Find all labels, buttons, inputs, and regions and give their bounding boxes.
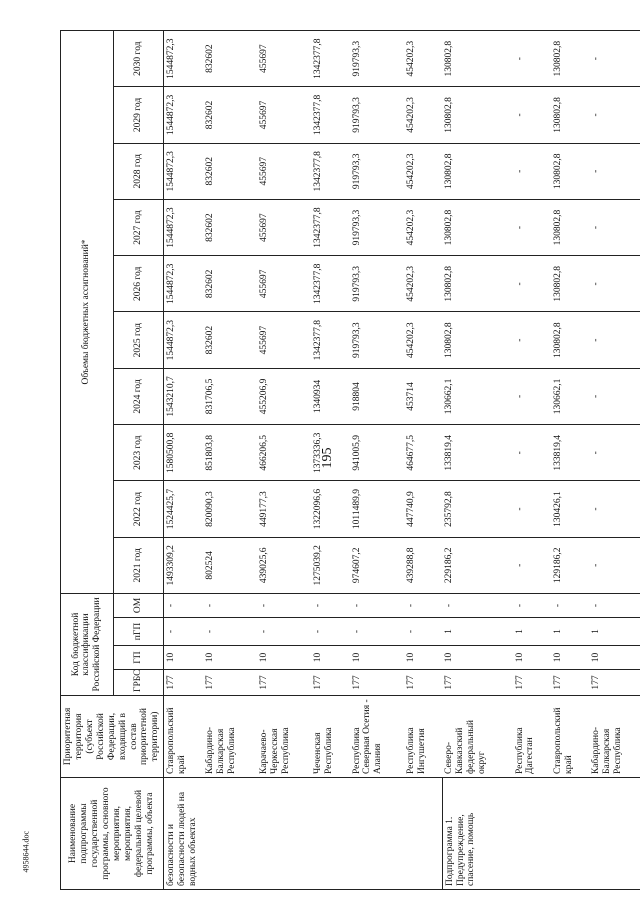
- amount-cell-2028: 130802,8: [551, 143, 589, 199]
- territory-cell: Ставропольский край: [164, 696, 203, 778]
- amount-cell-2024: -: [513, 368, 551, 424]
- amount-cell-2030: 455697: [257, 31, 311, 87]
- amount-cell-2030: -: [513, 31, 551, 87]
- amount-cell-2027: 1544872,3: [164, 199, 203, 255]
- amount-cell-2021: 1493309,2: [164, 537, 203, 593]
- amount-cell-2024: 130662,1: [442, 368, 512, 424]
- grbs-code-cell: 177: [203, 670, 257, 696]
- amount-cell-2024: 831706,5: [203, 368, 257, 424]
- amount-cell-2030: 130802,8: [551, 31, 589, 87]
- territory-cell: Северо-Кавказский федеральный округ: [442, 696, 512, 778]
- amount-cell-2027: -: [589, 199, 640, 255]
- header-year-2027: 2027 год: [113, 199, 163, 255]
- territory-cell: Карачаево-Черкесская Республика: [257, 696, 311, 778]
- amount-cell-2026: 454202,3: [404, 256, 442, 312]
- amount-cell-2029: 130802,8: [551, 87, 589, 143]
- amount-cell-2027: -: [513, 199, 551, 255]
- amount-cell-2021: -: [589, 537, 640, 593]
- amount-cell-2022: 447740,9: [404, 481, 442, 537]
- amount-cell-2030: 1544872,3: [164, 31, 203, 87]
- amount-cell-2025: 1544872,3: [164, 312, 203, 368]
- amount-cell-2021: 802524: [203, 537, 257, 593]
- header-year-2029: 2029 год: [113, 87, 163, 143]
- amount-cell-2026: 1342377,8: [311, 256, 349, 312]
- amount-cell-2023: 466206,5: [257, 425, 311, 481]
- header-year-2028: 2028 год: [113, 143, 163, 199]
- amount-cell-2025: 454202,3: [404, 312, 442, 368]
- pgp-code-cell: 1: [589, 618, 640, 646]
- header-name: Наименование подпрограммы государственной программы, основного мероприятия, мероприятия, федеральной целевой программы, объекта: [61, 778, 164, 890]
- header-om: ОМ: [113, 593, 163, 617]
- amount-cell-2021: -: [513, 537, 551, 593]
- amount-cell-2030: 454202,3: [404, 31, 442, 87]
- gp-code-cell: 10: [203, 646, 257, 670]
- grbs-code-cell: 177: [164, 670, 203, 696]
- om-code-cell: -: [551, 593, 589, 617]
- amount-cell-2027: 1342377,8: [311, 199, 349, 255]
- gp-code-cell: 10: [513, 646, 551, 670]
- gp-code-cell: 10: [257, 646, 311, 670]
- om-code-cell: -: [203, 593, 257, 617]
- om-code-cell: -: [164, 593, 203, 617]
- amount-cell-2022: 1524425,7: [164, 481, 203, 537]
- amount-cell-2025: -: [513, 312, 551, 368]
- amount-cell-2029: 1342377,8: [311, 87, 349, 143]
- header-year-2026: 2026 год: [113, 256, 163, 312]
- amount-cell-2028: 455697: [257, 143, 311, 199]
- amount-cell-2028: -: [589, 143, 640, 199]
- grbs-code-cell: 177: [589, 670, 640, 696]
- amount-cell-2026: 455697: [257, 256, 311, 312]
- table-row: [513, 31, 551, 890]
- amount-cell-2028: 130802,8: [442, 143, 512, 199]
- amount-cell-2029: 455697: [257, 87, 311, 143]
- amount-cell-2021: 439025,6: [257, 537, 311, 593]
- amount-cell-2024: 918804: [350, 368, 404, 424]
- amount-cell-2025: -: [589, 312, 640, 368]
- amount-cell-2021: 974607,2: [350, 537, 404, 593]
- territory-cell: Республика Дагестан: [513, 696, 551, 778]
- header-year-2021: 2021 год: [113, 537, 163, 593]
- program-name-cell: Подпрограмма 1. Предупреждение, спасение, помощь: [442, 778, 640, 890]
- amount-cell-2023: -: [513, 425, 551, 481]
- pgp-code-cell: -: [203, 618, 257, 646]
- header-year-2023: 2023 год: [113, 425, 163, 481]
- table-row: [350, 31, 404, 890]
- grbs-code-cell: 177: [311, 670, 349, 696]
- amount-cell-2021: 1275039,2: [311, 537, 349, 593]
- amount-cell-2024: -: [589, 368, 640, 424]
- gp-code-cell: 10: [164, 646, 203, 670]
- pgp-code-cell: -: [164, 618, 203, 646]
- amount-cell-2030: 832602: [203, 31, 257, 87]
- amount-cell-2021: 229186,2: [442, 537, 512, 593]
- pgp-code-cell: -: [404, 618, 442, 646]
- pgp-code-cell: 1: [551, 618, 589, 646]
- pgp-code-cell: 1: [513, 618, 551, 646]
- amount-cell-2025: 130802,8: [442, 312, 512, 368]
- amount-cell-2028: 919793,3: [350, 143, 404, 199]
- territory-cell: Ставропольский край: [551, 696, 589, 778]
- table-row: [404, 31, 442, 890]
- amount-cell-2028: 1544872,3: [164, 143, 203, 199]
- amount-cell-2023: -: [589, 425, 640, 481]
- amount-cell-2022: 820090,3: [203, 481, 257, 537]
- page-number: 195: [320, 447, 335, 469]
- pgp-code-cell: -: [257, 618, 311, 646]
- table-row: [164, 31, 203, 890]
- amount-cell-2027: 454202,3: [404, 199, 442, 255]
- territory-cell: Республика Ингушетия: [404, 696, 442, 778]
- header-budget-code: Код бюджетной классификации Российской Федерации: [61, 593, 114, 695]
- pgp-code-cell: -: [350, 618, 404, 646]
- header-volumes: Объемы бюджетных ассигнований*: [61, 31, 114, 594]
- gp-code-cell: 10: [442, 646, 512, 670]
- grbs-code-cell: 177: [350, 670, 404, 696]
- budget-table-sheet: [60, 30, 623, 890]
- amount-cell-2030: 130802,8: [442, 31, 512, 87]
- gp-code-cell: 10: [404, 646, 442, 670]
- amount-cell-2023: 133819,4: [442, 425, 512, 481]
- amount-cell-2024: 453714: [404, 368, 442, 424]
- pgp-code-cell: -: [311, 618, 349, 646]
- amount-cell-2026: -: [589, 256, 640, 312]
- amount-cell-2023: 941005,9: [350, 425, 404, 481]
- amount-cell-2022: 1322096,6: [311, 481, 349, 537]
- amount-cell-2023: 1580500,8: [164, 425, 203, 481]
- amount-cell-2022: -: [513, 481, 551, 537]
- amount-cell-2021: 439288,8: [404, 537, 442, 593]
- document-id: 4958644.doc: [21, 830, 31, 873]
- om-code-cell: -: [589, 593, 640, 617]
- gp-code-cell: 10: [589, 646, 640, 670]
- amount-cell-2025: 919793,3: [350, 312, 404, 368]
- amount-cell-2030: 919793,3: [350, 31, 404, 87]
- amount-cell-2029: 130802,8: [442, 87, 512, 143]
- header-year-2024: 2024 год: [113, 368, 163, 424]
- amount-cell-2029: -: [589, 87, 640, 143]
- table-row: [589, 31, 640, 890]
- amount-cell-2022: 130426,1: [551, 481, 589, 537]
- territory-cell: Кабардино-Балкарская Республика: [203, 696, 257, 778]
- amount-cell-2030: -: [589, 31, 640, 87]
- header-gp: ГП: [113, 646, 163, 670]
- amount-cell-2030: 1342377,8: [311, 31, 349, 87]
- amount-cell-2026: 130802,8: [551, 256, 589, 312]
- grbs-code-cell: 177: [442, 670, 512, 696]
- header-pgp: пГП: [113, 618, 163, 646]
- amount-cell-2026: -: [513, 256, 551, 312]
- amount-cell-2022: 449177,3: [257, 481, 311, 537]
- header-year-2030: 2030 год: [113, 31, 163, 87]
- gp-code-cell: 10: [350, 646, 404, 670]
- amount-cell-2027: 919793,3: [350, 199, 404, 255]
- amount-cell-2029: 1544872,3: [164, 87, 203, 143]
- om-code-cell: -: [442, 593, 512, 617]
- amount-cell-2029: 454202,3: [404, 87, 442, 143]
- amount-cell-2026: 919793,3: [350, 256, 404, 312]
- grbs-code-cell: 177: [513, 670, 551, 696]
- amount-cell-2027: 130802,8: [551, 199, 589, 255]
- amount-cell-2024: 1340934: [311, 368, 349, 424]
- table-row: [257, 31, 311, 890]
- amount-cell-2024: 1543210,7: [164, 368, 203, 424]
- territory-cell: Кабардино-Балкарская Республика: [589, 696, 640, 778]
- gp-code-cell: 10: [551, 646, 589, 670]
- pgp-code-cell: 1: [442, 618, 512, 646]
- amount-cell-2023: 851803,8: [203, 425, 257, 481]
- amount-cell-2027: 130802,8: [442, 199, 512, 255]
- header-territory: Приоритетная территория (субъект Российской Федерации, входящий в состав приоритетной территории): [61, 696, 164, 778]
- table-row: [203, 31, 257, 890]
- amount-cell-2025: 455697: [257, 312, 311, 368]
- amount-cell-2025: 832602: [203, 312, 257, 368]
- om-code-cell: -: [404, 593, 442, 617]
- table-row: [442, 31, 512, 890]
- om-code-cell: -: [257, 593, 311, 617]
- amount-cell-2027: 455697: [257, 199, 311, 255]
- amount-cell-2026: 832602: [203, 256, 257, 312]
- amount-cell-2029: 832602: [203, 87, 257, 143]
- grbs-code-cell: 177: [551, 670, 589, 696]
- header-year-2022: 2022 год: [113, 481, 163, 537]
- amount-cell-2028: 832602: [203, 143, 257, 199]
- budget-allocation-table: [60, 30, 640, 890]
- header-year-2025: 2025 год: [113, 312, 163, 368]
- amount-cell-2029: -: [513, 87, 551, 143]
- header-grbs: ГРБС: [113, 670, 163, 696]
- table-body: [164, 31, 640, 890]
- amount-cell-2026: 1544872,3: [164, 256, 203, 312]
- om-code-cell: -: [350, 593, 404, 617]
- amount-cell-2025: 1342377,8: [311, 312, 349, 368]
- amount-cell-2028: 454202,3: [404, 143, 442, 199]
- amount-cell-2026: 130802,8: [442, 256, 512, 312]
- amount-cell-2024: 455206,9: [257, 368, 311, 424]
- grbs-code-cell: 177: [257, 670, 311, 696]
- territory-cell: Республика Северная Осетия - Алания: [350, 696, 404, 778]
- grbs-code-cell: 177: [404, 670, 442, 696]
- amount-cell-2022: -: [589, 481, 640, 537]
- amount-cell-2027: 832602: [203, 199, 257, 255]
- amount-cell-2029: 919793,3: [350, 87, 404, 143]
- amount-cell-2028: 1342377,8: [311, 143, 349, 199]
- amount-cell-2022: 1011489,9: [350, 481, 404, 537]
- amount-cell-2021: 129186,2: [551, 537, 589, 593]
- table-row: [311, 31, 349, 890]
- amount-cell-2023: 133819,4: [551, 425, 589, 481]
- amount-cell-2028: -: [513, 143, 551, 199]
- amount-cell-2023: 464677,5: [404, 425, 442, 481]
- gp-code-cell: 10: [311, 646, 349, 670]
- territory-cell: Чеченская Республика: [311, 696, 349, 778]
- om-code-cell: -: [513, 593, 551, 617]
- om-code-cell: -: [311, 593, 349, 617]
- amount-cell-2023: 1373336,3: [311, 425, 349, 481]
- amount-cell-2025: 130802,8: [551, 312, 589, 368]
- program-name-cell: безопасности и безопасности людей на водных объектах: [164, 778, 442, 890]
- amount-cell-2024: 130662,1: [551, 368, 589, 424]
- amount-cell-2022: 235792,8: [442, 481, 512, 537]
- table-row: [551, 31, 589, 890]
